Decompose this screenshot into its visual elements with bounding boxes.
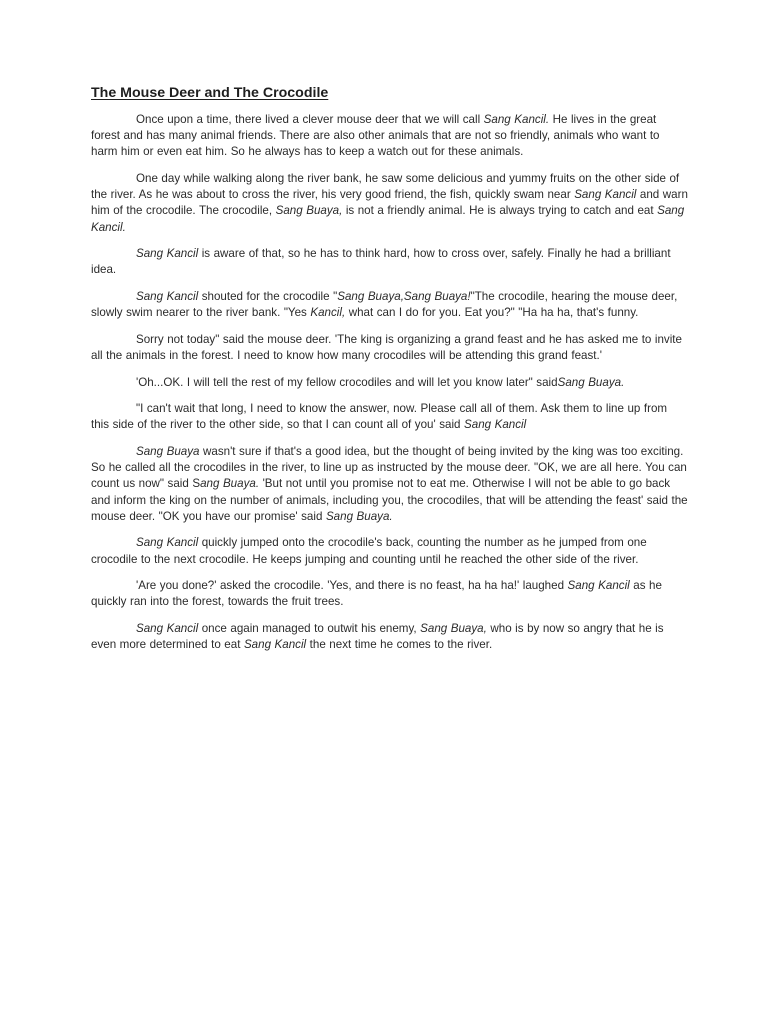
story-paragraph	[91, 246, 688, 278]
paragraph-text: 'But not until you promise not to eat me. Otherwise I will not be able to go back and inform the king on the number of animals, including you, the crocodiles, that will be attending the feast' said the mouse deer. "OK you have our promise' said	[91, 477, 688, 523]
paragraph-text: One day while walking along the river bank, he saw some delicious and yummy fruits on the other side of the river. As he was about to cross the river, his very good friend, the fish, quickly swam near	[91, 172, 680, 202]
italic-name-text: Sang Buaya,	[275, 204, 343, 218]
italic-name-text: Sang Kancil	[567, 579, 630, 593]
paragraph-text: 'Are you done?' asked the crocodile. 'Yes, and there is no feast, ha ha ha!' laughed	[136, 579, 568, 593]
paragraph-text: is not a friendly animal. He is always trying to catch and eat	[342, 204, 658, 218]
paragraph-text: what can I do for you. Eat you?" "Ha ha ha, that's funny.	[345, 306, 639, 320]
italic-name-text: Sang Kancil.	[91, 204, 685, 234]
story-paragraph	[91, 535, 688, 567]
story-paragraph	[91, 289, 688, 321]
story-paragraph	[91, 401, 688, 433]
italic-name-text: Sang Kancil	[574, 188, 637, 202]
italic-name-text: Kancil,	[310, 306, 346, 320]
paragraph-text: once again managed to outwit his enemy,	[198, 621, 421, 635]
paragraph-text: shouted for the crocodile "	[198, 290, 338, 303]
italic-name-text: Sang Kancil	[243, 638, 307, 652]
italic-name-text: Sang Buaya.	[325, 509, 393, 523]
italic-name-text: Sang Kancil	[136, 247, 199, 261]
italic-name-text: Sang Buaya.	[557, 375, 625, 389]
italic-name-text: Sang Kancil	[136, 290, 199, 303]
italic-name-text: Sang Kancil.	[483, 113, 550, 126]
document-title: The Mouse Deer and The Crocodile	[91, 85, 329, 101]
paragraph-text: "The crocodile, hearing the mouse deer, slowly swim nearer to the river bank. "Yes	[91, 290, 678, 320]
paragraph-text: 'Oh...OK. I will tell the rest of my fellow crocodiles and will let you know later" said	[136, 375, 558, 389]
paragraph-text: Once upon a time, there lived a clever mouse deer that we will call	[136, 113, 484, 126]
paragraph-text: the next time he comes to the river.	[306, 638, 493, 652]
story-paragraph	[91, 621, 688, 653]
paragraph-text: is aware of that, so he has to think hard, how to cross over, safely. Finally he had a brilliant idea.	[91, 247, 671, 277]
italic-name-text: Sang Kancil	[464, 418, 527, 432]
story-paragraph	[91, 112, 688, 161]
story-paragraph	[91, 444, 688, 525]
italic-name-text: Sang Buaya,	[420, 621, 487, 635]
paragraph-text: wasn't sure if that's a good idea, but the thought of being invited by the king was too exciting. So he called all the crocodiles in the river, to line up as instructed by the mouse deer. "OK, we are all here. You can count us now" said S	[91, 444, 687, 491]
paragraph-text: who is by now so angry that he is even more determined to eat	[91, 621, 664, 652]
paragraph-text: He lives in the great forest and has many animal friends. There are also other animals that are not so friendly, animals who want to harm him or even eat him. So he always has to keep a watch out for these animals.	[91, 113, 660, 159]
story-paragraph	[91, 332, 688, 364]
italic-name-text: Sang Kancil	[136, 536, 199, 550]
story-paragraph	[91, 171, 688, 236]
italic-name-text: Sang Buaya,Sang Buaya!	[337, 290, 471, 303]
paragraph-text: quickly jumped onto the crocodile's back, counting the number as he jumped from one crocodile to the next crocodile. He keeps jumping and counting until he reached the other side of the river.	[91, 536, 647, 566]
paragraph-text: "I can't wait that long, I need to know the answer, now. Please call all of them. Ask them to line up from this side of the river to the other side, so that I can count all of you' said	[91, 402, 668, 432]
paragraph-text: Sorry not today" said the mouse deer. 'The king is organizing a grand feast and he has asked me to invite all the animals in the forest. I need to know how many crocodiles will be attending this grand feast.'	[91, 332, 682, 362]
italic-name-text: Sang Buaya	[136, 444, 200, 458]
paragraph-text: and warn him of the crocodile. The crocodile,	[91, 188, 688, 218]
italic-name-text: ang Buaya.	[200, 477, 260, 491]
paragraph-text: as he quickly ran into the forest, towards the fruit trees.	[91, 579, 662, 609]
italic-name-text: Sang Kancil	[136, 621, 199, 635]
story-body	[91, 112, 688, 653]
story-paragraph	[91, 375, 688, 391]
story-paragraph	[91, 578, 688, 610]
